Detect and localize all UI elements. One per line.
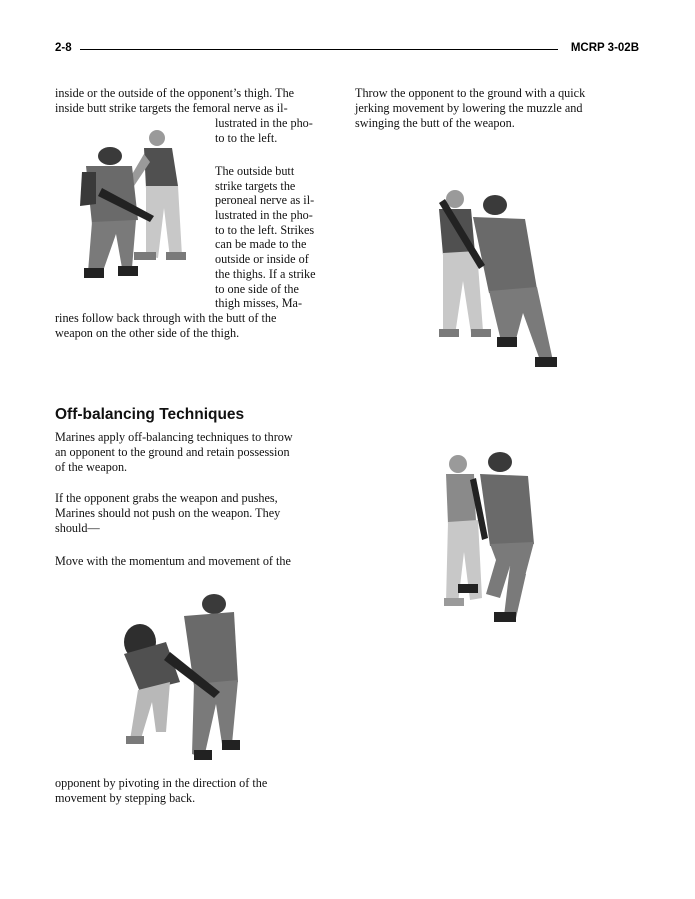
text-line: weapon on the other side of the thigh.: [55, 326, 240, 340]
text-line: lustrated in the pho-: [215, 116, 313, 130]
text-line: If the opponent grabs the weapon and pushes,: [55, 491, 278, 505]
photo-inside-butt-strike: [62, 128, 202, 288]
text-line: thigh misses, Ma-: [215, 296, 303, 310]
text-line: the thighs. If a strike: [215, 267, 316, 281]
text-line: swinging the butt of the weapon.: [355, 116, 515, 130]
figure-opponent: [444, 455, 482, 606]
header-rule: [80, 49, 558, 50]
text-line: lustrated in the pho-: [215, 208, 313, 222]
text-line: of the weapon.: [55, 460, 128, 474]
text-line: outside or inside of: [215, 252, 309, 266]
text-line: opponent by pivoting in the direction of the: [55, 776, 268, 790]
text-line: strike targets the: [215, 179, 296, 193]
text-line: to one side of the: [215, 282, 299, 296]
text-line: rines follow back through with the butt of the: [55, 311, 277, 325]
text-line: an opponent to the ground and retain possession: [55, 445, 290, 459]
text-line: peroneal nerve as il-: [215, 193, 315, 207]
section-heading: Off-balancing Techniques: [55, 406, 245, 423]
text-line: The outside butt: [215, 164, 295, 178]
figure-opponent: [124, 624, 180, 744]
text-line: Throw the opponent to the ground with a quick: [355, 86, 586, 100]
photo-throw-opponent: [425, 185, 570, 375]
text-line: Marines apply off-balancing techniques to throw: [55, 430, 293, 444]
text-line: should—: [55, 521, 100, 535]
text-line: to to the left.: [215, 131, 278, 145]
text-line: inside butt strike targets the femoral nerve as il-: [55, 101, 288, 115]
text-line: inside or the outside of the opponent’s thigh. The: [55, 86, 295, 100]
photo-off-balancing-grab: [110, 582, 250, 772]
text-line: to to the left. Strikes: [215, 223, 315, 237]
document-id: MCRP 3-02B: [570, 42, 639, 54]
page-number: 2-8: [55, 42, 72, 54]
text-line: Move with the momentum and movement of the: [55, 554, 291, 568]
text-line: jerking movement by lowering the muzzle and: [355, 101, 583, 115]
text-line: movement by stepping back.: [55, 791, 196, 805]
text-line: Marines should not push on the weapon. They: [55, 506, 281, 520]
text-line: can be made to the: [215, 237, 307, 251]
photo-pivot-step-back: [440, 448, 550, 628]
